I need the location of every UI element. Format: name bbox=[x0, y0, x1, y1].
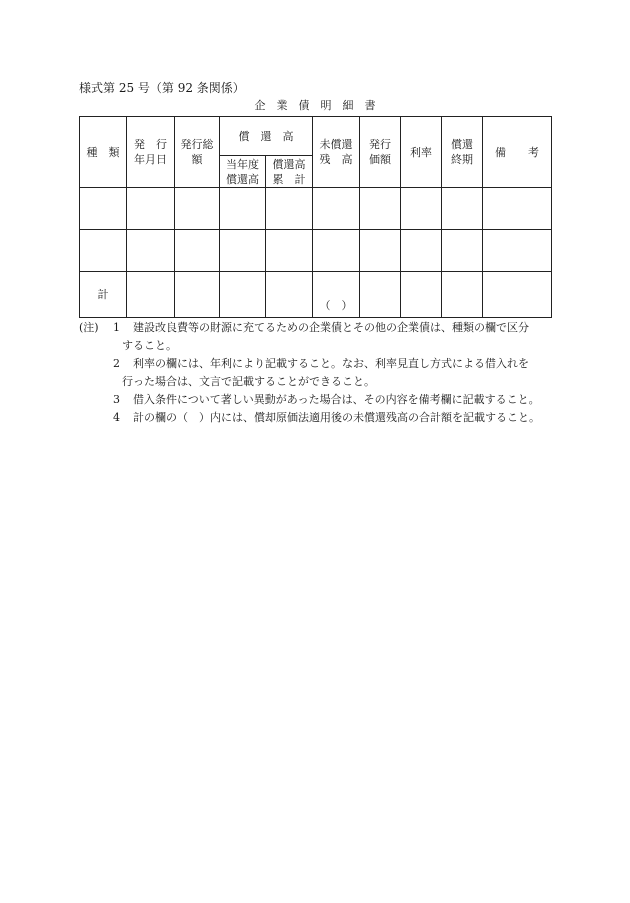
note-number: 2 bbox=[113, 357, 120, 370]
table-cell bbox=[313, 188, 360, 230]
col-header-issue-price: 発行 価額 bbox=[360, 117, 401, 188]
table-row bbox=[80, 230, 552, 272]
table-cell bbox=[360, 230, 401, 272]
col-header-issue-date: 発 行 年月日 bbox=[127, 117, 175, 188]
col-header-final-term: 償還 終期 bbox=[442, 117, 483, 188]
notes-prefix: (注) bbox=[79, 321, 99, 334]
table-cell bbox=[442, 188, 483, 230]
bond-detail-table bbox=[79, 116, 552, 318]
table-cell bbox=[401, 188, 442, 230]
table-cell bbox=[442, 272, 483, 318]
col-header-issue-total: 発行総 額 bbox=[175, 117, 220, 188]
table-cell bbox=[266, 272, 313, 318]
table-cell bbox=[360, 188, 401, 230]
table-cell bbox=[175, 272, 220, 318]
table-cell bbox=[127, 188, 175, 230]
table-cell bbox=[220, 188, 266, 230]
form-number: 様式第 25 号（第 92 条関係） bbox=[79, 81, 245, 95]
note-number: 4 bbox=[113, 411, 120, 424]
note-text: 計の欄の（ ）内には、償却原価法適用後の未償還残高の合計額を記載すること。 bbox=[133, 411, 540, 424]
table-row bbox=[80, 188, 552, 230]
table-cell bbox=[360, 272, 401, 318]
table-cell bbox=[266, 188, 313, 230]
total-label: 計 bbox=[80, 272, 127, 318]
table-cell bbox=[483, 230, 552, 272]
col-header-type: 種 類 bbox=[80, 117, 127, 188]
document-title: 企 業 債 明 細 書 bbox=[254, 99, 376, 112]
table-cell bbox=[80, 230, 127, 272]
table-cell bbox=[401, 230, 442, 272]
total-unredeemed-parens: （ ） bbox=[313, 272, 360, 318]
total-row bbox=[80, 272, 552, 318]
table-cell bbox=[175, 188, 220, 230]
note-text: 行った場合は、文言で記載することができること。 bbox=[122, 375, 375, 388]
table-cell bbox=[483, 188, 552, 230]
table-cell bbox=[127, 230, 175, 272]
table-cell bbox=[401, 272, 442, 318]
col-header-rate: 利率 bbox=[401, 117, 442, 188]
col-header-unredeemed: 未償還 残 高 bbox=[313, 117, 360, 188]
note-text: 建設改良費等の財源に充てるための企業債とその他の企業債は、種類の欄で区分 bbox=[133, 321, 529, 334]
table-cell bbox=[266, 230, 313, 272]
table-cell bbox=[127, 272, 175, 318]
note-text: すること。 bbox=[122, 339, 177, 352]
table-cell bbox=[220, 230, 266, 272]
note-text: 利率の欄には、年利により記載すること。なお、利率見直し方式による借入れを bbox=[133, 357, 529, 370]
table-cell bbox=[483, 272, 552, 318]
note-number: 1 bbox=[113, 321, 120, 334]
col-header-redemption: 償 還 高 bbox=[220, 117, 313, 156]
col-header-redemption-current: 当年度 償還高 bbox=[220, 156, 266, 188]
col-header-remarks: 備 考 bbox=[483, 117, 552, 188]
table-cell bbox=[442, 230, 483, 272]
col-header-redemption-cumulative: 償還高 累 計 bbox=[266, 156, 313, 188]
table-cell bbox=[220, 272, 266, 318]
note-text: 借入条件について著しい異動があった場合は、その内容を備考欄に記載すること。 bbox=[133, 393, 540, 406]
notes-section bbox=[79, 319, 559, 427]
table-cell bbox=[80, 188, 127, 230]
table-cell bbox=[313, 230, 360, 272]
note-number: 3 bbox=[113, 393, 120, 406]
table-cell bbox=[175, 230, 220, 272]
